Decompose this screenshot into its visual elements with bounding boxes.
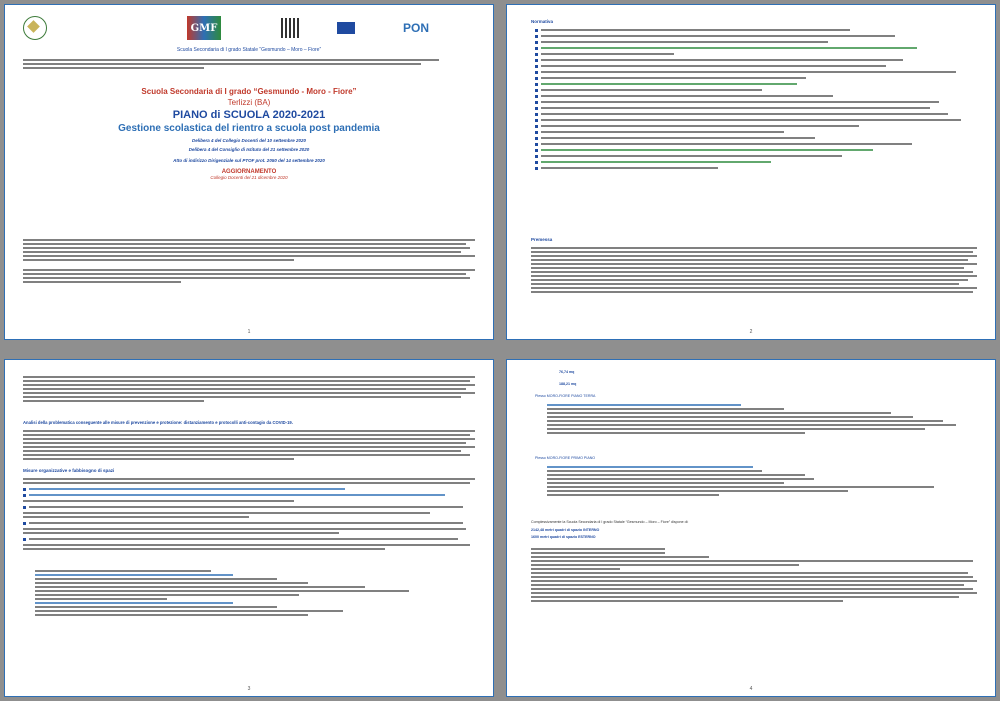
document-page-3	[4, 359, 494, 697]
p3-analysis	[23, 428, 475, 462]
page-number: 2	[749, 329, 753, 335]
document-page-2	[506, 4, 996, 340]
p4-closing	[531, 546, 977, 604]
update-date: Collegio Docenti del 21 dicembre 2020	[210, 175, 288, 180]
document-page-4	[506, 359, 996, 697]
section-analysis-heading: Analisi della problematica conseguente alle misure di prevenzione e protezione: distanziamento e protocolli anti-contagio da COVID-19.	[23, 420, 293, 425]
p4-sum-internal: 2142,48 metri quadri di spazio INTERNO	[531, 528, 600, 532]
delibera-2: Delibera 4 del Consiglio di Istituto del 21 settembre 2020	[188, 147, 310, 152]
pon-label: PON	[403, 21, 430, 35]
delibera-1: Delibera 4 del Collegio Docenti del 10 settembre 2020	[191, 138, 307, 143]
p4-block-2: Plesso MORO-FIORE PRIMO PIANO	[535, 456, 596, 460]
p3-measures	[23, 476, 475, 552]
page-number: 1	[247, 329, 251, 335]
page-number: 4	[749, 686, 753, 692]
normativa-list	[535, 27, 977, 171]
school-logo: GMF	[187, 16, 221, 40]
p4-list-1	[547, 402, 977, 436]
qr-code-icon	[281, 18, 301, 38]
logo-row	[5, 5, 493, 45]
cover-headline	[5, 87, 493, 180]
page-number: 3	[247, 686, 251, 692]
p4-summary: Complessivamente la Scuola Secondaria di I grado Statale “Gesmundo – Moro – Fiore” dispone di:	[531, 520, 689, 524]
normativa-heading: Normativa	[531, 19, 554, 24]
intro-paragraph	[23, 237, 475, 285]
update-label: AGGIORNAMENTO	[221, 169, 277, 175]
p4-sum-external: 1600 metri quadri di spazio ESTERNO	[531, 535, 596, 539]
p4-area-1: 76,74 mq	[559, 370, 575, 374]
title-subject: Gestione scolastica del rientro a scuola post pandemia	[118, 123, 380, 134]
p4-block-1: Plesso MORO-FIORE PIANO TERRA	[535, 394, 596, 398]
atto-indirizzo: Atto di indirizzo Dirigenziale sul PTOF prot. 2050 del 14 settembre 2020	[173, 158, 325, 163]
p3-plesso-list	[35, 568, 475, 618]
header-contacts	[23, 57, 475, 71]
title-city: Terlizzi (BA)	[227, 98, 271, 107]
title-plan: PIANO di SCUOLA 2020-2021	[172, 109, 326, 121]
premessa-heading: Premessa	[531, 237, 553, 242]
p3-intro	[23, 374, 475, 404]
p4-area-2: 188,21 mq	[559, 382, 577, 386]
eu-flag-icon	[337, 22, 355, 34]
pon-logo	[337, 17, 457, 39]
document-page-1	[4, 4, 494, 340]
school-header: Scuola Secondaria di I grado Statale “Gesmundo – Moro – Fiore”	[176, 47, 322, 53]
p4-list-2	[547, 464, 977, 498]
premessa-text	[531, 245, 977, 295]
republic-emblem-icon	[23, 16, 47, 40]
section-measures-heading: Misure organizzative e fabbisogno di spazi	[23, 468, 115, 473]
title-school: Scuola Secondaria di I grado “Gesmundo - Moro - Fiore”	[141, 87, 357, 96]
